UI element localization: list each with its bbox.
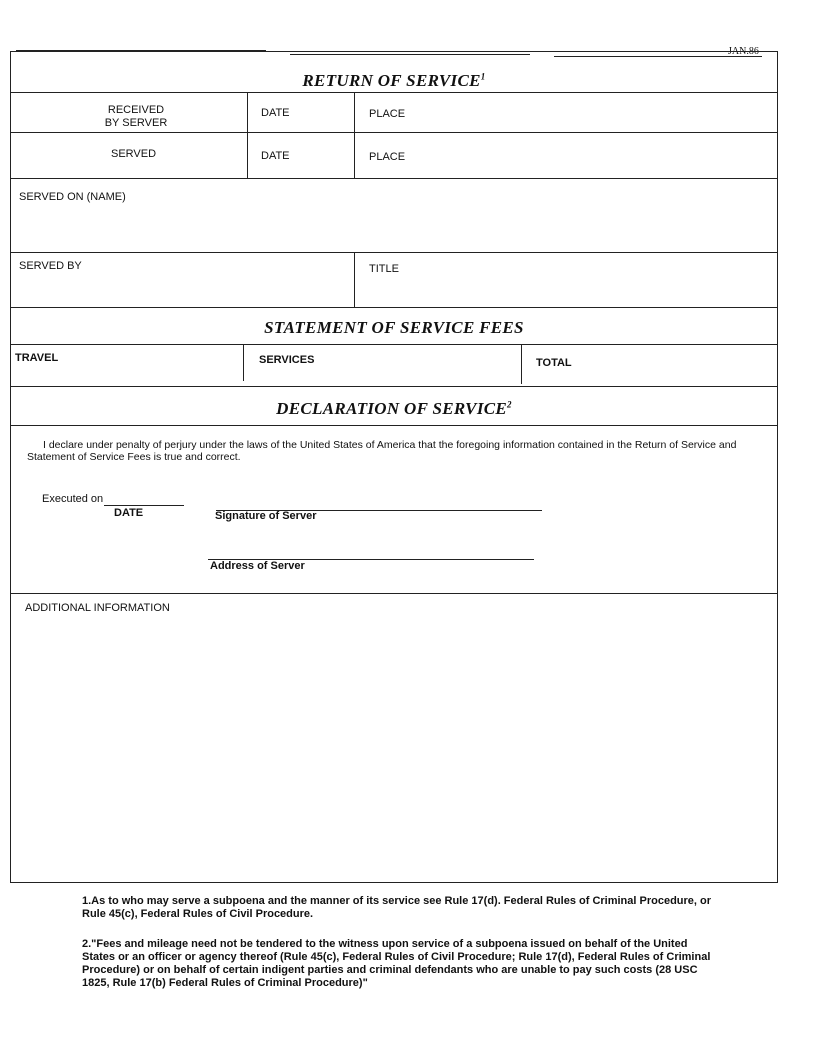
- cell-divider: [354, 92, 355, 178]
- divider: [11, 593, 777, 594]
- executed-on-label: Executed on: [42, 493, 104, 505]
- footnote-ref-1: 1: [480, 71, 486, 82]
- declaration-title: DECLARATION OF SERVICE$^2$: [276, 399, 512, 418]
- signature-caption: Signature of Server: [215, 510, 317, 522]
- return-of-service-form: [10, 51, 778, 883]
- form-code: JAN.86: [728, 46, 759, 57]
- divider: [11, 344, 777, 345]
- divider: [11, 92, 777, 93]
- cell-divider: [243, 344, 244, 381]
- divider: [11, 132, 777, 133]
- divider: [11, 307, 777, 308]
- received-date-label: DATE: [261, 107, 290, 119]
- return-of-service-title: RETURN OF SERVICE$^1$: [302, 71, 486, 90]
- services-label: SERVICES: [259, 354, 315, 366]
- title-label: TITLE: [369, 263, 399, 275]
- served-on-name-label: SERVED ON (NAME): [19, 191, 126, 203]
- served-by-label: SERVED BY: [19, 260, 82, 272]
- date-caption: DATE: [114, 507, 144, 519]
- divider: [11, 425, 777, 426]
- served-date-label: DATE: [261, 150, 290, 162]
- additional-information-label: ADDITIONAL INFORMATION: [25, 602, 170, 614]
- footnote-2: 2."Fees and mileage need not be tendered to the witness upon service of a subpoena issued on behalf of the United States or an officer or agency thereof (Rule 45(c), Federal Rules of Civil Procedure; Rule 17(d), Federal Rules of Criminal Procedure) or on behalf of certain indigent parties and criminal defendants who are unable to pay such costs (28 USC 1825, Rule 17(b) Federal Rules of Criminal Procedure)": [82, 938, 711, 989]
- declaration-statement: I declare under penalty of perjury under the laws of the United States of America that the foregoing information contained in the Return of Service and Statement of Service Fees is true and correct.: [27, 439, 737, 463]
- served-label: SERVED: [111, 148, 157, 160]
- travel-label: TRAVEL: [15, 352, 59, 364]
- divider: [11, 178, 777, 179]
- cell-divider: [521, 344, 522, 384]
- divider: [11, 252, 777, 253]
- received-place-label: PLACE: [369, 108, 406, 120]
- cell-divider: [354, 252, 355, 307]
- divider: [11, 386, 777, 387]
- served-place-label: PLACE: [369, 151, 406, 163]
- total-label: TOTAL: [536, 357, 572, 369]
- footnote-1: 1.As to who may serve a subpoena and the manner of its service see Rule 17(d). Federal Rules of Criminal Procedure, or Rule 45(c), Federal Rules of Civil Procedure.: [82, 895, 712, 920]
- service-fees-title: STATEMENT OF SERVICE FEES: [264, 318, 524, 337]
- date-line: [104, 505, 184, 506]
- footnote-ref-2: 2: [507, 399, 512, 410]
- address-caption: Address of Server: [210, 560, 305, 572]
- cell-divider: [247, 92, 248, 178]
- received-by-server-label: RECEIVED BY SERVER: [104, 104, 168, 129]
